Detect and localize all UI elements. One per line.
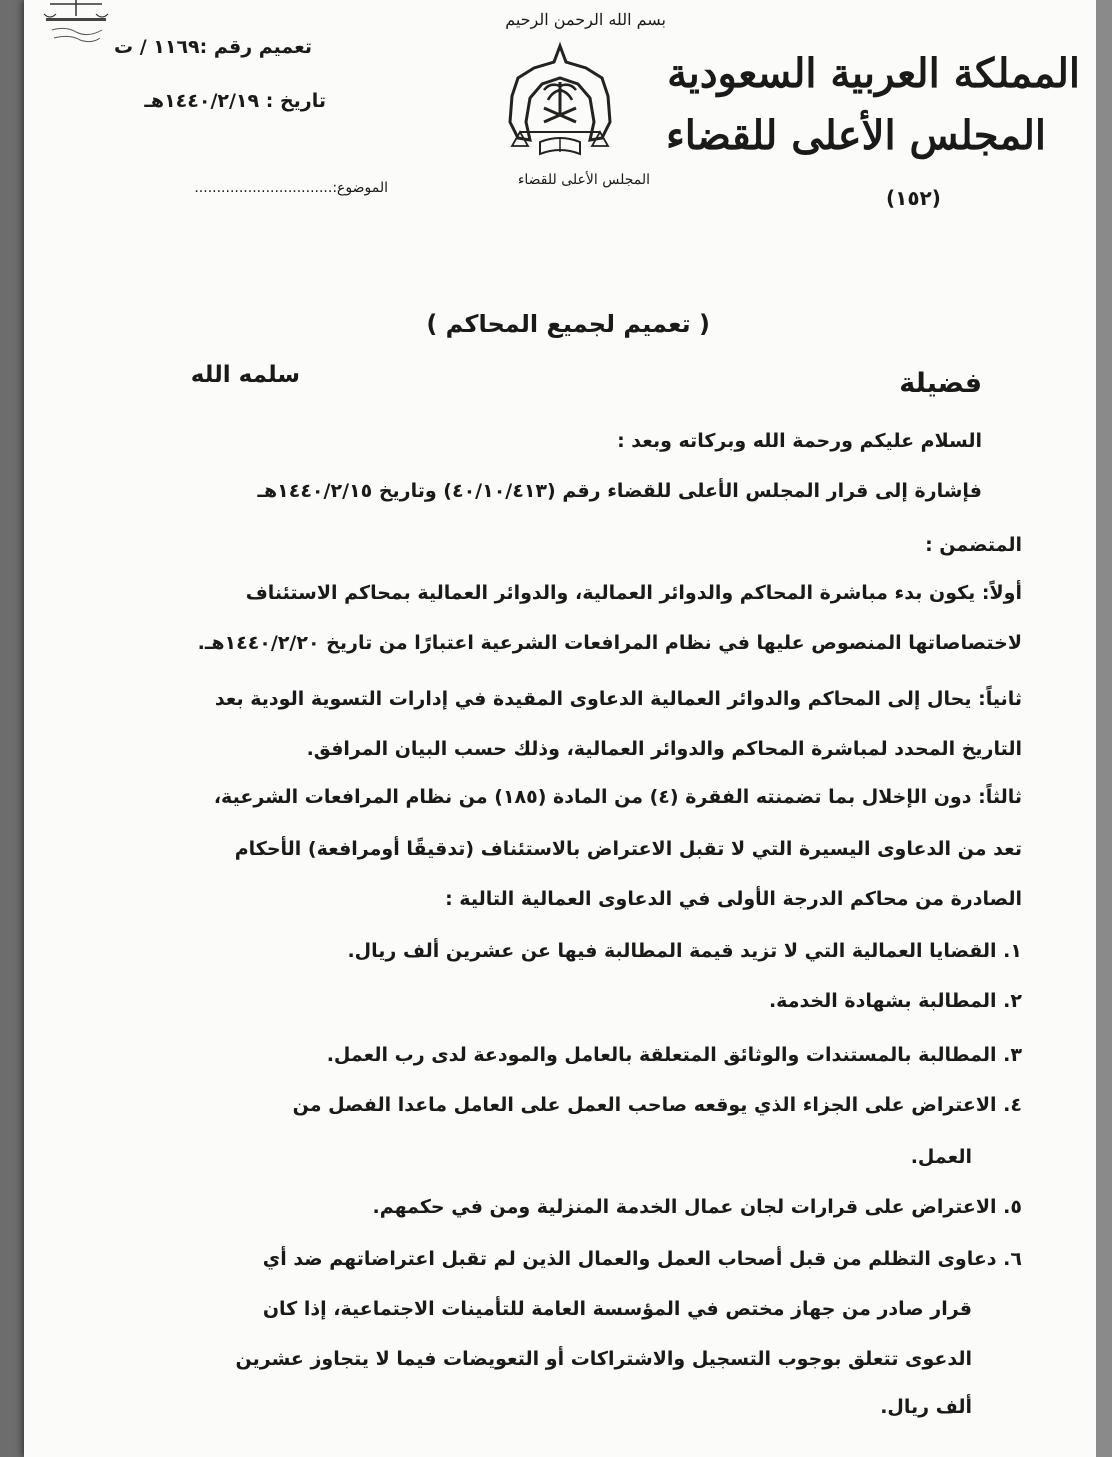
emblem-icon [490,42,630,172]
document-code: (١٥٢) [886,186,941,210]
body-line-5: ثانياً: يحال إلى المحاكم والدوائر العمالية الدعاوى المقيدة في إدارات التسوية الودية بعد [214,688,1022,710]
scales-stamp-icon [36,0,116,50]
list-item-5: ٥. الاعتراض على قرارات لجان عمال الخدمة المنزلية ومن في حكمهم. [372,1196,1022,1218]
list-item-6-cont-2: الدعوى تتعلق بوجوب التسجيل والاشتراكات أو التعويضات فيما لا يتجاوز عشرين [235,1348,972,1370]
list-item-6: ٦. دعاوى التظلم من قبل أصحاب العمل والعمال الذين لم تقبل اعتراضاتهم ضد أي [262,1248,1022,1270]
body-line-4: لاختصاصاتها المنصوص عليها في نظام المرافعات الشرعية اعتبارًا من تاريخ ١٤٤٠/٢/٢٠هـ. [197,632,1022,654]
list-item-6-cont-3: ألف ريال. [880,1396,972,1418]
document-page [24,0,1096,1457]
greeting: السلام عليكم ورحمة الله وبركاته وبعد : [617,430,982,452]
list-item-2: ٢. المطالبة بشهادة الخدمة. [768,990,1022,1012]
body-line-1: فإشارة إلى قرار المجلس الأعلى للقضاء رقم (٤٠/١٠/٤١٣) وتاريخ ١٤٤٠/٢/١٥هـ [257,480,982,502]
council-name: المجلس الأعلى للقضاء [665,112,1046,159]
list-item-3: ٣. المطالبة بالمستندات والوثائق المتعلقة بالعامل والمودعة لدى رب العمل. [326,1044,1022,1066]
subject-field: الموضوع:............................... [194,180,388,196]
salutation-right: فضيلة [899,368,982,399]
right-edge-shadow [1096,0,1112,1457]
list-item-4-cont: العمل. [910,1146,972,1168]
body-line-8: تعد من الدعاوى اليسيرة التي لا تقبل الاعتراض بالاستئناف (تدقيقًا أومرافعة) الأحكام [234,838,1022,860]
salutation-left: سلمه الله [190,362,300,388]
list-item-4: ٤. الاعتراض على الجزاء الذي يوقعه صاحب العمل على العامل ماعدا الفصل من [292,1094,1022,1116]
body-line-6: التاريخ المحدد لمباشرة المحاكم والدوائر العمالية، وذلك حسب البيان المرافق. [306,738,1022,760]
emblem-caption: المجلس الأعلى للقضاء [517,172,650,188]
body-line-9: الصادرة من محاكم الدرجة الأولى في الدعاوى العمالية التالية : [445,888,1022,910]
kingdom-name: المملكة العربية السعودية [667,50,1080,97]
basmala: بسم الله الرحمن الرحيم [505,10,666,29]
circular-number: تعميم رقم :١١٦٩ / ت [113,36,312,58]
list-item-1: ١. القضايا العمالية التي لا تزيد قيمة المطالبة فيها عن عشرين ألف ريال. [347,940,1022,962]
body-line-3: أولاً: يكون بدء مباشرة المحاكم والدوائر العمالية، والدوائر العمالية بمحاكم الاستئناف [245,582,1022,604]
body-line-2: المتضمن : [925,534,1022,556]
circular-date: تاريخ : ١٤٤٠/٢/١٩هـ [144,90,326,112]
circular-title: ( تعميم لجميع المحاكم ) [426,310,710,338]
body-line-7: ثالثاً: دون الإخلال بما تضمنته الفقرة (٤) من المادة (١٨٥) من نظام المرافعات الشرعية، [213,786,1022,808]
list-item-6-cont-1: قرار صادر من جهاز مختص في المؤسسة العامة للتأمينات الاجتماعية، إذا كان [262,1298,972,1320]
